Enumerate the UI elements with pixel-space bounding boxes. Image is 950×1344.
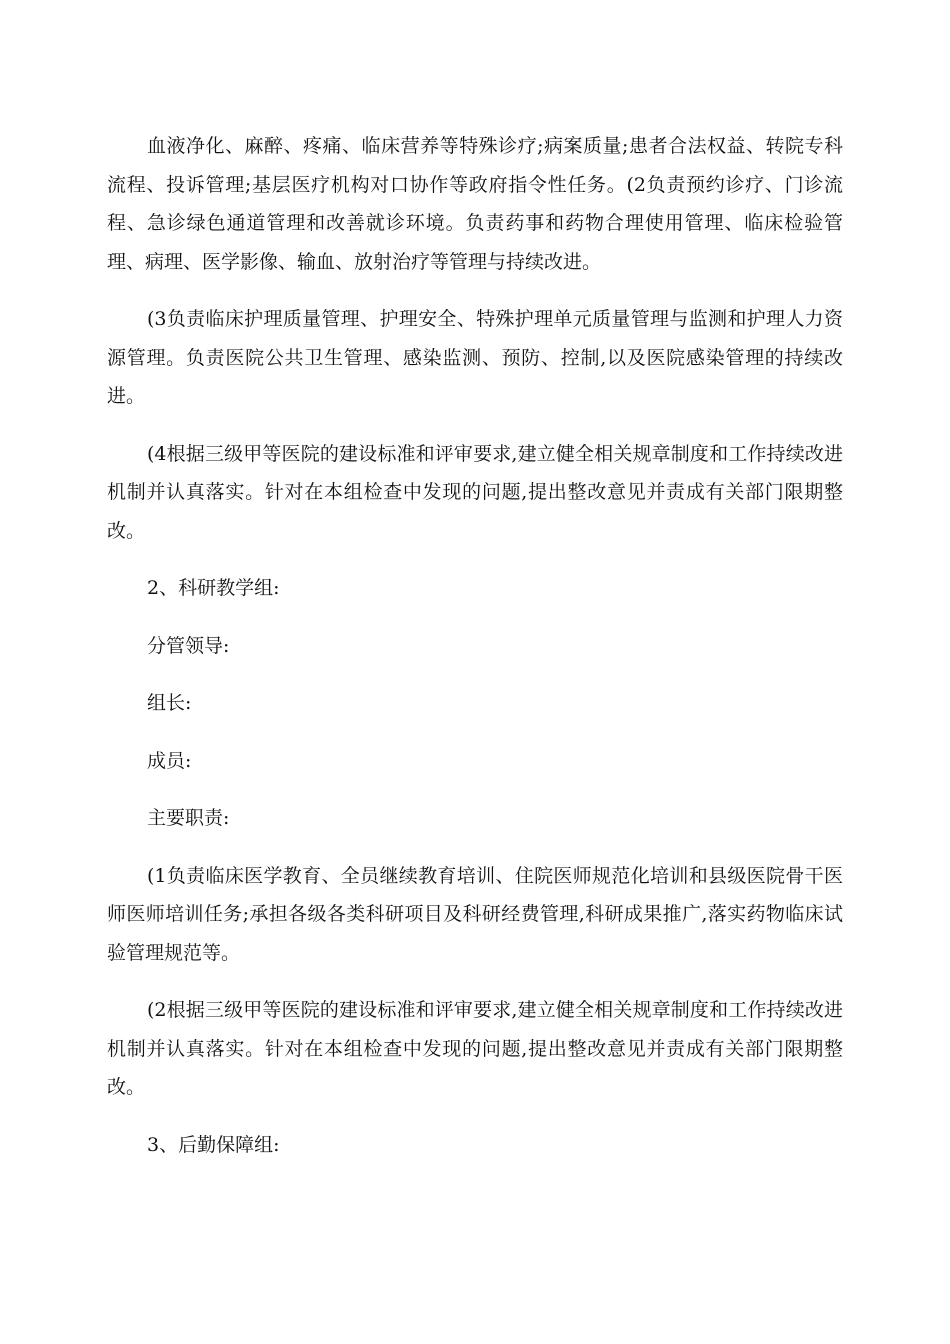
section-heading-research-teaching: 2、科研教学组: [147,577,280,599]
paragraph-medical-services-continued: 血液净化、麻醉、疼痛、临床营养等特殊诊疗;病案质量;患者合法权益、转院专科流程、投诉管理;基层医疗机构对口协作等政府指令性任务。(2负责预约诊疗、门诊流程、急诊绿色通道管理和改善就诊环境。负责药事和药物合理使用管理、临床检验管理、病理、医学影像、输血、放射治疗等管理与持续改进。 [107,135,843,273]
paragraph-education-research-duties: (1负责临床医学教育、全员继续教育培训、住院医师规范化培训和县级医院骨干医师医师培训任务;承担各级各类科研项目及科研经费管理,科研成果推广,落实药物临床试验管理规范等。 [107,864,843,964]
section-heading-logistics: 3、后勤保障组: [147,1133,280,1156]
paragraph-nursing-duties: (3负责临床护理质量管理、护理安全、特殊护理单元质量管理与监测和护理人力资源管理。负责医院公共卫生管理、感染监测、预防、控制,以及医院感染管理的持续改进。 [107,308,843,407]
document-body [107,127,843,1164]
paragraph-research-rectification-duties: (2根据三级甲等医院的建设标准和评审要求,建立健全相关规章制度和工作持续改进机制并认真落实。针对在本组检查中发现的问题,提出整改意见并责成有关部门限期整改。 [107,999,843,1098]
label-main-duties: 主要职责: [147,807,230,829]
label-members: 成员: [147,749,192,772]
paragraph-rectification-duties: (4根据三级甲等医院的建设标准和评审要求,建立健全相关规章制度和工作持续改进机制并认真落实。针对在本组检查中发现的问题,提出整改意见并责成有关部门限期整改。 [107,442,843,542]
label-group-leader: 组长: [147,692,192,714]
label-supervising-leader: 分管领导: [147,634,230,657]
